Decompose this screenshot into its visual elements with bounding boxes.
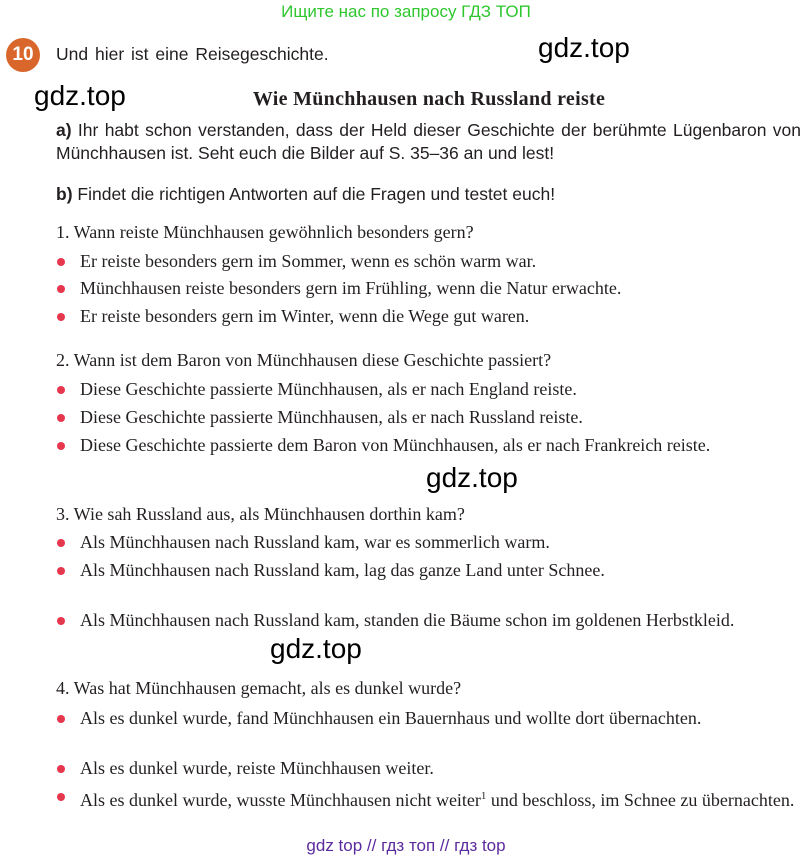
answer-option[interactable]: Als Münchhausen nach Russland kam, lag das ganze Land unter Schnee. [56, 559, 801, 582]
question-4: 4. Was hat Münchhausen gemacht, als es dunkel wurde? [56, 678, 462, 698]
bullet-icon [57, 539, 65, 547]
task-b-text: Findet die richtigen Antworten auf die Fragen und testet euch! [77, 184, 556, 204]
footer-links[interactable]: gdz top // гдз топ // гдз top [306, 836, 506, 855]
task-b [56, 183, 801, 206]
bullet-icon [57, 285, 65, 293]
answer-option[interactable]: Als es dunkel wurde, reiste Münchhausen weiter. [56, 757, 801, 780]
bullet-icon [57, 442, 65, 450]
bullet-icon [57, 313, 65, 321]
story-title: Wie Münchhausen nach Russland reiste [252, 88, 606, 110]
answer-option[interactable]: Er reiste besonders gern im Winter, wenn die Wege gut waren. [56, 305, 801, 328]
answer-option[interactable]: Als Münchhausen nach Russland kam, standen die Bäume schon im goldenen Herbstkleid. [56, 609, 801, 632]
answer-option[interactable]: Als Münchhausen nach Russland kam, war es sommerlich warm. [56, 531, 801, 554]
exercise-intro: Und hier ist eine Reisegeschichte. [56, 44, 329, 64]
search-hint-link[interactable]: Ищите нас по запросу ГДЗ ТОП [281, 2, 531, 21]
bullet-icon [57, 386, 65, 394]
answer-option[interactable]: Als es dunkel wurde, fand Münchhausen ein Bauernhaus und wollte dort übernachten. [56, 707, 801, 730]
question-3: 3. Wie sah Russland aus, als Münchhausen dorthin kam? [56, 504, 465, 524]
watermark: gdz.top [538, 32, 630, 63]
bullet-icon [57, 567, 65, 575]
question-1: 1. Wann reiste Münchhausen gewöhnlich besonders gern? [56, 222, 474, 242]
bullet-icon [57, 258, 65, 266]
bullet-icon [57, 793, 65, 801]
task-a [56, 119, 801, 165]
answer-option[interactable]: Diese Geschichte passierte Münchhausen, als er nach England reiste. [56, 378, 801, 401]
watermark: gdz.top [426, 462, 518, 493]
answer-option[interactable]: Diese Geschichte passierte Münchhausen, als er nach Russland reiste. [56, 406, 801, 429]
answer-option[interactable]: Er reiste besonders gern im Sommer, wenn es schön warm war. [56, 250, 801, 273]
bullet-icon [57, 765, 65, 773]
bullet-icon [57, 414, 65, 422]
answer-option[interactable]: Diese Geschichte passierte dem Baron von Münchhausen, als er nach Frankreich reiste. [56, 434, 801, 457]
answer-option[interactable]: Münchhausen reiste besonders gern im Frühling, wenn die Natur erwachte. [56, 277, 801, 300]
task-b-label: b) [56, 184, 73, 204]
watermark: gdz.top [34, 80, 126, 111]
task-a-text: Ihr habt schon verstanden, dass der Held dieser Geschichte der berühmte Lügenbaron von Münchhausen ist. Seht euch die Bilder auf S. 35–36 an und lest! [56, 120, 801, 163]
bullet-icon [57, 715, 65, 723]
question-2: 2. Wann ist dem Baron von Münchhausen diese Geschichte passiert? [56, 350, 552, 370]
task-a-label: a) [56, 120, 72, 140]
watermark: gdz.top [270, 633, 362, 664]
bullet-icon [57, 617, 65, 625]
answer-option[interactable]: Als es dunkel wurde, wusste Münchhausen nicht weiter$^1$ und beschloss, im Schnee zu übernachten. [56, 785, 801, 812]
exercise-number-badge: 10 [6, 38, 40, 72]
footnote-marker: 1 [480, 790, 487, 802]
